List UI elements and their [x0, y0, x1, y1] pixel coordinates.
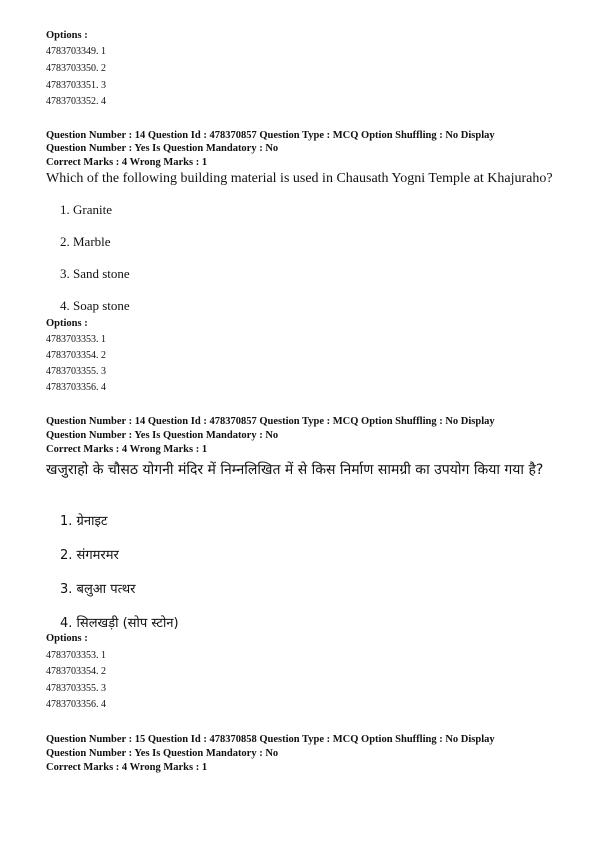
options-label: Options :: [46, 30, 88, 41]
option-id: 4783703356. 4: [46, 699, 106, 710]
answer-choice-hindi: 4. सिलखड़ी (सोप स्टोन): [60, 616, 179, 631]
question-mandatory-line: Question Number : Yes Is Question Mandatory : No: [46, 430, 279, 441]
option-id: 4783703354. 2: [46, 666, 106, 677]
question-mandatory-line: Question Number : Yes Is Question Mandatory : No: [46, 748, 279, 759]
question-header: Question Number : 14 Question Id : 478370857 Question Type : MCQ Option Shuffling : No Display: [46, 130, 495, 141]
option-id: 4783703353. 1: [46, 334, 106, 345]
question-text: Which of the following building material is used in Chausath Yogni Temple at Khajuraho?: [46, 171, 553, 186]
question-header: Question Number : 15 Question Id : 478370858 Question Type : MCQ Option Shuffling : No Display: [46, 734, 495, 745]
option-id: 4783703350. 2: [46, 63, 106, 74]
marks-line: Correct Marks : 4 Wrong Marks : 1: [46, 157, 208, 168]
option-id: 4783703349. 1: [46, 46, 106, 57]
options-label: Options :: [46, 318, 88, 329]
option-id: 4783703353. 1: [46, 650, 106, 661]
answer-choice-hindi: 3. बलुआ पत्थर: [60, 582, 136, 597]
option-id: 4783703355. 3: [46, 366, 106, 377]
option-id: 4783703356. 4: [46, 382, 106, 393]
question-mandatory-line: Question Number : Yes Is Question Mandatory : No: [46, 143, 279, 154]
answer-choice: 2. Marble: [60, 234, 111, 249]
option-id: 4783703352. 4: [46, 96, 106, 107]
option-id: 4783703351. 3: [46, 80, 106, 91]
answer-choice: 4. Soap stone: [60, 298, 130, 313]
marks-line: Correct Marks : 4 Wrong Marks : 1: [46, 444, 208, 455]
answer-choice-hindi: 2. संगमरमर: [60, 548, 119, 563]
answer-choice: 1. Granite: [60, 202, 112, 217]
option-id: 4783703355. 3: [46, 683, 106, 694]
answer-choice: 3. Sand stone: [60, 266, 130, 281]
option-id: 4783703354. 2: [46, 350, 106, 361]
marks-line: Correct Marks : 4 Wrong Marks : 1: [46, 762, 208, 773]
answer-choice-hindi: 1. ग्रेनाइट: [60, 514, 108, 529]
options-label: Options :: [46, 633, 88, 644]
question-text-hindi: खजुराहो के चौसठ योगनी मंदिर में निम्नलिखित में से किस निर्माण सामग्री का उपयोग किया गया है?: [46, 462, 544, 478]
question-header: Question Number : 14 Question Id : 478370857 Question Type : MCQ Option Shuffling : No Display: [46, 416, 495, 427]
